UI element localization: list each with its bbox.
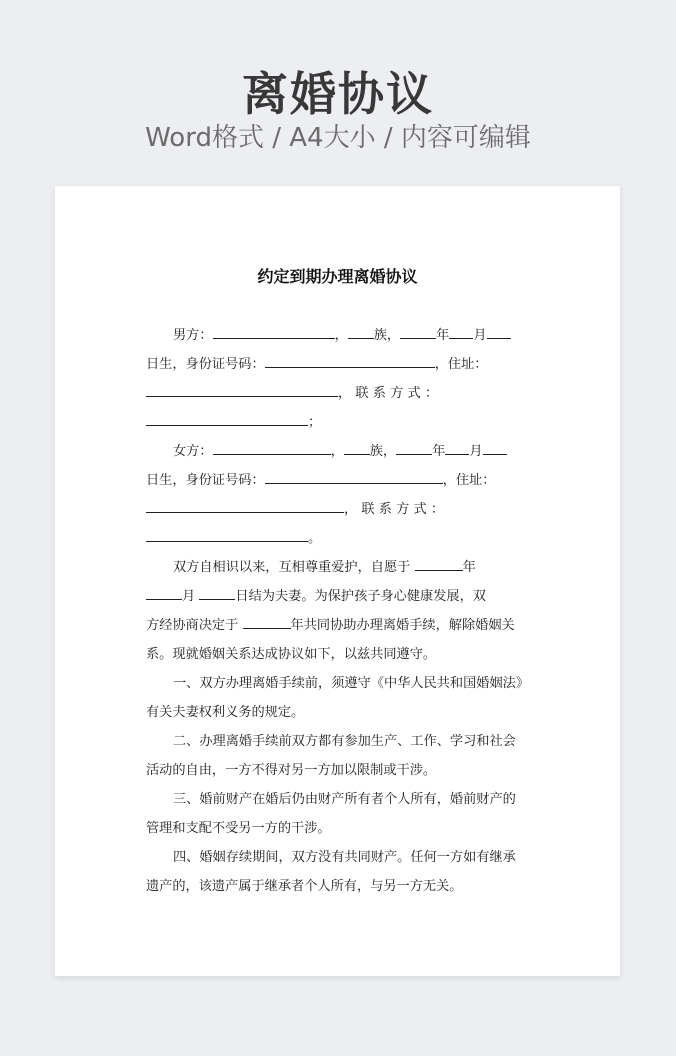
para1-year-blank[interactable] [415, 556, 463, 571]
document-title: 约定到期办理离婚协议 [257, 267, 418, 286]
male-label: 男方： [173, 328, 213, 343]
female-month-label: 月 [469, 444, 483, 459]
para1-month-label: 月 [182, 589, 196, 604]
male-born-idcard-label: 日生，身份证号码： [146, 357, 265, 372]
document-page [55, 186, 620, 976]
clause4-line-1 [146, 843, 530, 872]
para1-text-a: 双方自相识以来，互相尊重爱护，自愿于 [173, 560, 411, 575]
female-day-blank[interactable] [483, 440, 507, 455]
female-label: 女方： [173, 444, 213, 459]
para1-text-e: 系。现就婚姻关系达成协议如下，以兹共同遵守。 [146, 647, 437, 662]
female-month-blank[interactable] [445, 440, 469, 455]
male-year-label: 年 [436, 328, 450, 343]
para1-year-label: 年 [462, 560, 476, 575]
male-year-blank[interactable] [400, 324, 436, 339]
male-line-4 [146, 408, 530, 437]
male-day-blank[interactable] [487, 324, 511, 339]
female-end: 。 [308, 531, 322, 546]
female-name-blank[interactable] [213, 440, 331, 455]
clause4-text-2: 遗产的，该遗产属于继承者个人所有，与另一方无关。 [146, 879, 463, 894]
female-comma: ， [330, 444, 344, 459]
para1-agreed-year-blank[interactable] [243, 614, 291, 629]
clause2-text-1: 二、办理离婚手续前双方都有参加生产、工作、学习和社会 [173, 734, 516, 749]
male-address-blank[interactable] [146, 382, 338, 397]
female-line-1 [146, 437, 530, 466]
clause2-line-1 [146, 727, 530, 756]
document-body [146, 321, 530, 901]
clause1-text-2: 有关夫妻权利义务的规定。 [146, 705, 305, 720]
male-end: ； [308, 415, 322, 430]
male-comma: ， [334, 328, 348, 343]
male-month-blank[interactable] [449, 324, 473, 339]
para1-day-blank[interactable] [199, 585, 235, 600]
male-line-3 [146, 379, 530, 408]
para1-line-4 [146, 640, 530, 669]
male-ethnicity-blank[interactable] [348, 324, 374, 339]
clause1-text-1: 一、双方办理离婚手续前，须遵守《中华人民共和国婚姻法》 [173, 676, 530, 691]
para1-text-d: 年共同协助办理离婚手续，解除婚姻关 [290, 618, 515, 633]
clause3-text-1: 三、婚前财产在婚后仍由财产所有者个人所有，婚前财产的 [173, 792, 516, 807]
female-line-2 [146, 466, 530, 495]
clause1-line-2 [146, 698, 530, 727]
clause4-text-1: 四、婚姻存续期间，双方没有共同财产。任何一方如有继承 [173, 850, 516, 865]
female-year-label: 年 [432, 444, 446, 459]
female-address-label: ，住址： [442, 473, 496, 488]
clause2-line-2 [146, 756, 530, 785]
para1-text-b: 日结为夫妻。为保护孩子身心健康发展，双 [235, 589, 486, 604]
clause2-text-2: 活动的自由，一方不得对另一方加以限制或干涉。 [146, 763, 437, 778]
page-title: 离婚协议 [242, 67, 434, 121]
male-name-blank[interactable] [213, 324, 335, 339]
clause4-line-2 [146, 872, 530, 901]
para1-month-blank[interactable] [146, 585, 182, 600]
male-line-1 [146, 321, 530, 350]
female-born-idcard-label: 日生，身份证号码： [146, 473, 265, 488]
female-line-3 [146, 495, 530, 524]
female-year-blank[interactable] [396, 440, 432, 455]
male-line-2 [146, 350, 530, 379]
clause3-line-2 [146, 814, 530, 843]
clause3-line-1 [146, 785, 530, 814]
female-ethnicity-blank[interactable] [344, 440, 370, 455]
para1-line-1 [146, 553, 530, 582]
female-line-4 [146, 524, 530, 553]
clause1-line-1 [146, 669, 530, 698]
female-idcard-blank[interactable] [265, 469, 443, 484]
female-contact-label: ， 联 系 方 式 ： [344, 502, 445, 517]
page-subtitle: Word格式 / A4大小 / 内容可编辑 [145, 123, 531, 153]
male-contact-blank[interactable] [146, 411, 308, 426]
male-address-label: ，住址： [434, 357, 488, 372]
female-ethnicity-label: 族， [369, 444, 397, 459]
para1-text-c: 方经协商决定于 [146, 618, 239, 633]
male-month-label: 月 [473, 328, 487, 343]
female-contact-blank[interactable] [146, 527, 308, 542]
para1-line-2 [146, 582, 530, 611]
para1-line-3 [146, 611, 530, 640]
female-address-blank[interactable] [146, 498, 344, 513]
male-ethnicity-label: 族， [373, 328, 401, 343]
clause3-text-2: 管理和支配不受另一方的干涉。 [146, 821, 331, 836]
male-idcard-blank[interactable] [265, 353, 435, 368]
male-contact-label: ， 联 系 方 式 ： [338, 386, 439, 401]
